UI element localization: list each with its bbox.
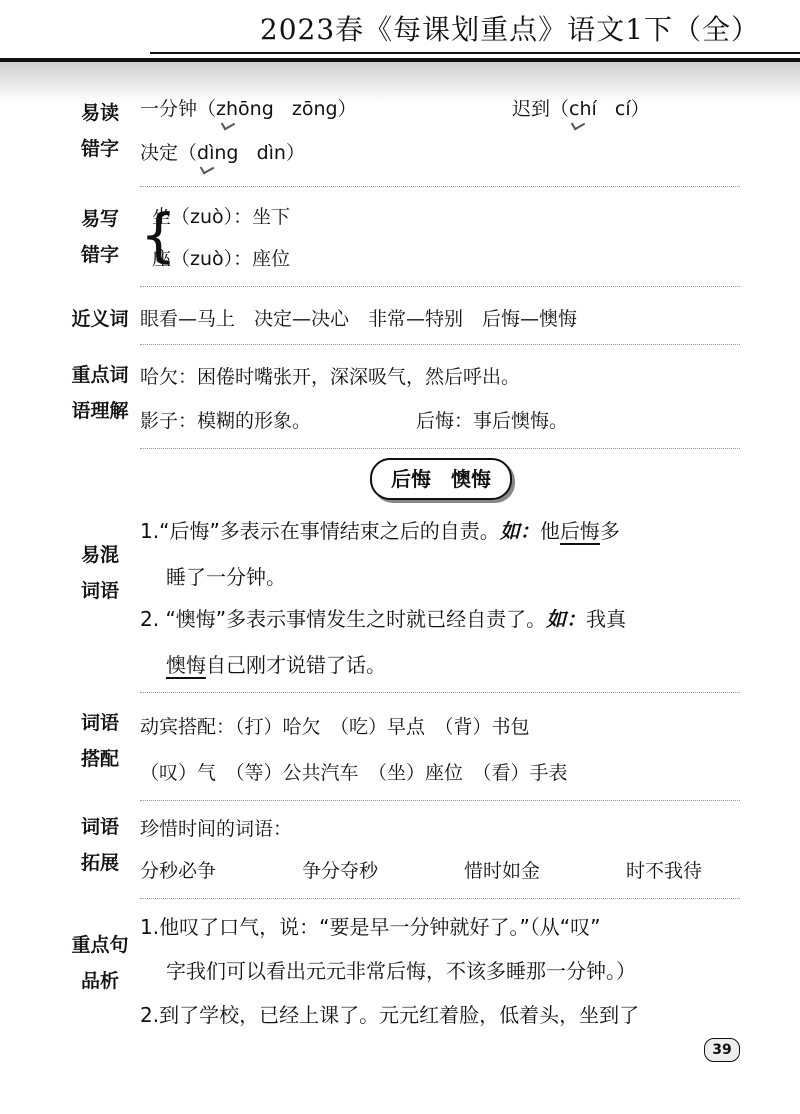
yihun-p1-line1 xyxy=(140,514,620,548)
yihun-p2-b: 我真 xyxy=(586,607,627,631)
yidu-item-3 xyxy=(140,136,305,170)
label-jinyi: 近义词 xyxy=(71,308,129,330)
yidu-item1-pre: 一分钟（ xyxy=(140,98,217,120)
tuozhan-line-1: 珍惜时间的词语： xyxy=(140,818,293,840)
label-yixie-2: 错字 xyxy=(80,244,119,266)
yihun-p2-line2 xyxy=(166,648,386,682)
lijie-line-2a: 影子：模糊的形象。 xyxy=(140,410,312,432)
dapei-line-2: （叹）气 （等）公共汽车 （坐）座位 （看）手表 xyxy=(140,762,568,784)
tuozhan-word-3: 惜时如金 xyxy=(464,860,541,882)
page-number: 39 xyxy=(704,1038,740,1062)
divider xyxy=(140,448,740,449)
label-juxi-2: 品析 xyxy=(80,970,119,992)
divider xyxy=(140,186,740,187)
tuozhan-word-4: 时不我待 xyxy=(626,860,703,882)
lijie-line-2b: 后悔：事后懊悔。 xyxy=(416,410,569,432)
yidu-item1-wrong: zōng） xyxy=(291,98,357,120)
yihun-p1-b: 他 xyxy=(539,519,560,543)
yihun-p1-line2: 睡了一分钟。 xyxy=(166,565,286,589)
page-title: 2023春《每课划重点》语文1下（全） xyxy=(259,13,760,46)
jinyi-text: 眼看—马上 决定—决心 非常—特别 后悔—懊悔 xyxy=(140,308,578,330)
yidu-item-1 xyxy=(140,92,357,126)
label-dapei-2: 搭配 xyxy=(80,748,119,770)
yixie-line-2: 座（zuò）：座位 xyxy=(152,248,291,270)
yihun-p2-text: 2. “懊悔”多表示事情发生之时就已经自责了。 xyxy=(140,607,547,631)
juxi-line-3: 2.到了学校，已经上课了。元元红着脸，低着头，坐到了 xyxy=(140,1003,640,1027)
juxi-line-2: 字我们可以看出元元非常后悔，不该多睡那一分钟。） xyxy=(166,959,636,983)
yihun-p2-line1 xyxy=(140,602,626,636)
yidu-item1-correct: zhōng xyxy=(216,92,274,126)
tuozhan-word-1: 分秒必争 xyxy=(140,860,217,882)
yihun-p1-c: 多 xyxy=(599,519,620,543)
yihun-p1-underline: 后悔 xyxy=(559,519,600,543)
label-juxi-1: 重点句 xyxy=(71,934,129,956)
yidu-item2-pre: 迟到（ xyxy=(512,98,570,120)
yihun-p2-c: 自己刚才说错了话。 xyxy=(206,653,386,677)
yihun-p2-underline: 懊悔 xyxy=(166,653,206,677)
label-yihun-2: 词语 xyxy=(80,580,119,602)
brace-icon: { xyxy=(140,201,177,269)
label-yixie-1: 易写 xyxy=(80,208,119,230)
label-yidu-2: 错字 xyxy=(80,138,119,160)
yidu-item3-wrong: dìn） xyxy=(256,142,305,164)
lijie-line-1: 哈欠：困倦时嘴张开，深深吸气，然后呼出。 xyxy=(140,366,521,388)
divider xyxy=(140,692,740,693)
yixie-line-1: 坐（zuò）：坐下 xyxy=(152,206,291,228)
label-tuozhan-2: 拓展 xyxy=(80,852,119,874)
yidu-item3-correct: dìng xyxy=(197,136,238,170)
divider xyxy=(140,286,740,287)
divider xyxy=(140,800,740,801)
yihun-p2-ru: 如： xyxy=(546,607,587,631)
label-tuozhan-1: 词语 xyxy=(80,816,119,838)
section-pill: 后悔 懊悔 xyxy=(370,458,512,500)
dapei-line-1: 动宾搭配：（打）哈欠 （吃）早点 （背）书包 xyxy=(140,716,530,738)
divider xyxy=(140,898,740,899)
label-yidu-1: 易读 xyxy=(80,102,119,124)
yidu-item2-wrong: cí） xyxy=(614,98,650,120)
yidu-item2-correct: chí xyxy=(569,92,597,126)
yihun-p1-text: 1.“后悔”多表示在事情结束之后的自责。 xyxy=(140,519,500,543)
yihun-p1-ru: 如： xyxy=(499,519,540,543)
divider xyxy=(140,344,740,345)
juxi-line-1: 1.他叹了口气，说：“要是早一分钟就好了。”（从“叹” xyxy=(140,915,601,939)
yidu-item-2 xyxy=(512,92,650,126)
header-rule xyxy=(150,52,800,54)
tuozhan-word-2: 争分夺秒 xyxy=(302,860,379,882)
label-lijie-1: 重点词 xyxy=(71,364,129,386)
label-dapei-1: 词语 xyxy=(80,712,119,734)
label-yihun-1: 易混 xyxy=(80,544,119,566)
label-lijie-2: 语理解 xyxy=(71,400,129,422)
yidu-item3-pre: 决定（ xyxy=(140,142,198,164)
